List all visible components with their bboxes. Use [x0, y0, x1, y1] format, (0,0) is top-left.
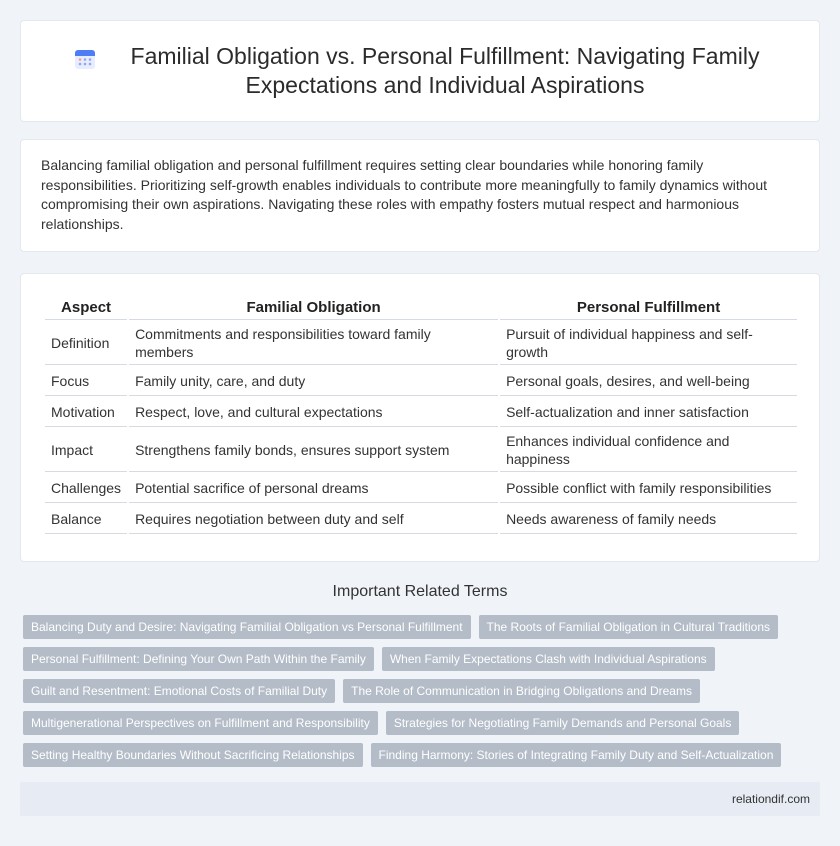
- related-term-link[interactable]: Setting Healthy Boundaries Without Sacrificing Relationships: [23, 743, 363, 767]
- related-term-link[interactable]: Strategies for Negotiating Family Demands and Personal Goals: [386, 711, 740, 735]
- cell-aspect: Focus: [45, 367, 127, 396]
- cell-personal: Enhances individual confidence and happiness: [500, 429, 797, 472]
- tag-row: [23, 679, 823, 703]
- cell-personal: Possible conflict with family responsibilities: [500, 474, 797, 503]
- cell-aspect: Challenges: [45, 474, 127, 503]
- cell-familial: Family unity, care, and duty: [129, 367, 498, 396]
- cell-personal: Self-actualization and inner satisfaction: [500, 398, 797, 427]
- tag-row: [23, 647, 823, 671]
- comparison-card: [20, 273, 820, 562]
- footer-site-link[interactable]: relationdif.com: [731, 792, 810, 806]
- table-row: [45, 322, 797, 365]
- related-term-link[interactable]: The Role of Communication in Bridging Obligations and Dreams: [343, 679, 700, 703]
- related-terms-heading: Important Related Terms: [332, 583, 508, 600]
- related-term-link[interactable]: When Family Expectations Clash with Individual Aspirations: [382, 647, 715, 671]
- cell-aspect: Motivation: [45, 398, 127, 427]
- table-row: [45, 398, 797, 427]
- cell-familial: Commitments and responsibilities toward family members: [129, 322, 498, 365]
- comparison-table: [43, 294, 799, 536]
- header-personal: Personal Fulfillment: [500, 296, 797, 320]
- tag-row: [23, 615, 823, 639]
- intro-text: Balancing familial obligation and personal fulfillment requires setting clear boundaries while honoring family responsibilities. Prioritizing self-growth enables individuals to contribute more meaningfully to family dynamics without compromising their own aspirations. Navigating these roles with empathy fosters mutual respect and harmonious relationships.: [41, 157, 767, 232]
- intro-card: [20, 139, 820, 252]
- related-term-link[interactable]: Personal Fulfillment: Defining Your Own Path Within the Family: [23, 647, 374, 671]
- table-header-row: [45, 296, 797, 320]
- cell-personal: Personal goals, desires, and well-being: [500, 367, 797, 396]
- table-row: [45, 474, 797, 503]
- header-aspect: Aspect: [45, 296, 127, 320]
- cell-aspect: Balance: [45, 505, 127, 534]
- table-row: [45, 429, 797, 472]
- related-term-link[interactable]: Balancing Duty and Desire: Navigating Familial Obligation vs Personal Fulfillment: [23, 615, 471, 639]
- header-card: [20, 20, 820, 122]
- table-row: [45, 505, 797, 534]
- cell-familial: Potential sacrifice of personal dreams: [129, 474, 498, 503]
- related-terms-list: [23, 615, 823, 775]
- related-term-link[interactable]: Guilt and Resentment: Emotional Costs of Familial Duty: [23, 679, 335, 703]
- cell-personal: Pursuit of individual happiness and self-growth: [500, 322, 797, 365]
- cell-personal: Needs awareness of family needs: [500, 505, 797, 534]
- cell-familial: Requires negotiation between duty and self: [129, 505, 498, 534]
- related-term-link[interactable]: Finding Harmony: Stories of Integrating Family Duty and Self-Actualization: [371, 743, 782, 767]
- footer: [20, 782, 820, 816]
- page-title: Familial Obligation vs. Personal Fulfillment: Navigating Family Expectations and Individual Aspirations: [130, 43, 760, 98]
- tag-row: [23, 711, 823, 735]
- cell-aspect: Impact: [45, 429, 127, 472]
- tag-row: [23, 743, 823, 767]
- table-row: [45, 367, 797, 396]
- related-term-link[interactable]: Multigenerational Perspectives on Fulfillment and Responsibility: [23, 711, 378, 735]
- cell-aspect: Definition: [45, 322, 127, 365]
- header-familial: Familial Obligation: [129, 296, 498, 320]
- related-term-link[interactable]: The Roots of Familial Obligation in Cultural Traditions: [479, 615, 778, 639]
- cell-familial: Strengthens family bonds, ensures support system: [129, 429, 498, 472]
- cell-familial: Respect, love, and cultural expectations: [129, 398, 498, 427]
